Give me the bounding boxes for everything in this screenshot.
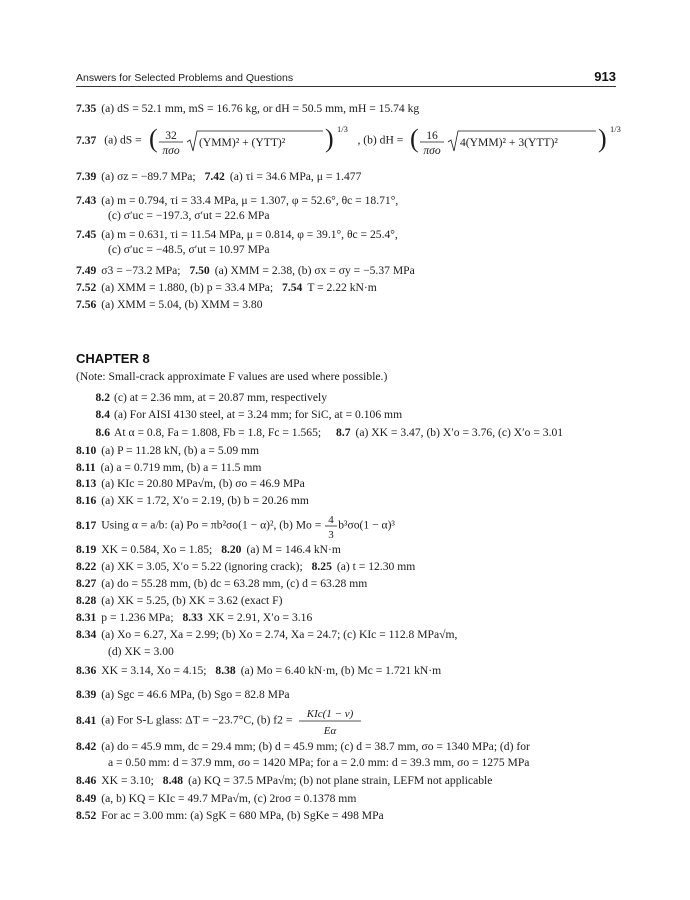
exponent: 1/3: [336, 124, 348, 134]
fraction-denominator: πσo: [423, 144, 441, 157]
answer-text: (a) m = 0.631, τi = 11.54 MPa, μ = 0.814, φ = 39.1°, θc = 25.4°,: [101, 228, 398, 241]
answer-text: (a) Sgc = 46.6 MPa, (b) Sgo = 82.8 MPa: [101, 688, 290, 701]
answer-8-49: [76, 792, 356, 806]
answer-8-36: [76, 664, 441, 678]
problem-number: 8.52: [76, 809, 97, 822]
problem-number: 7.49: [76, 264, 97, 277]
answer-text: (a) τi = 34.6 MPa, μ = 1.477: [229, 170, 362, 183]
running-title: Answers for Selected Problems and Questions: [76, 72, 294, 84]
problem-number: 7.45: [76, 228, 97, 241]
answer-8-42-cont: a = 0.50 mm: d = 37.9 mm, σo = 1420 MPa; for a = 2.0 mm: d = 39.3 mm, σo = 1275 MPa: [108, 756, 530, 769]
left-paren: (: [148, 124, 158, 153]
answer-8-42: [76, 740, 530, 754]
answer-8-11: [76, 461, 261, 475]
answer-8-22: [76, 560, 415, 574]
answer-8-31: [76, 611, 312, 625]
answer-text: b³σo(1 − α)³: [338, 518, 395, 532]
page-number: 913: [594, 69, 616, 84]
fraction-numerator: 32: [164, 129, 177, 142]
answer-8-16: [76, 494, 309, 508]
left-paren: (: [410, 124, 419, 153]
answer-text: (a) Mo = 6.40 kN·m, (b) Mc = 1.721 kN·m: [240, 664, 442, 677]
problem-number: 7.35: [76, 102, 97, 115]
answer-text: (a) Xo = 6.27, Xa = 2.99; (b) Xo = 2.74, Xa = 24.7; (c) KIc = 112.8 MPa√m,: [101, 628, 458, 641]
problem-number: 8.16: [76, 494, 97, 507]
problem-number: 7.37: [76, 133, 97, 147]
answer-text: (a) dS = 52.1 mm, mS = 16.76 kg, or dH = 50.5 mm, mH = 15.74 kg: [101, 102, 420, 115]
answer-text: Using α = a/b: (a) Po = πb²σo(1 − α)², (b) Mo =: [101, 518, 322, 532]
radicand: 4(YMM)² + 3(YTT)²: [460, 136, 559, 149]
answer-8-41: [76, 705, 365, 737]
problem-number: 8.46: [76, 774, 97, 787]
answer-text: T = 2.22 kN·m: [307, 281, 377, 294]
answer-text: (a) XMM = 5.04, (b) XMM = 3.80: [101, 298, 263, 311]
answer-text: (a) m = 0.794, τi = 33.4 MPa, μ = 1.307, φ = 52.6°, θc = 18.71°,: [101, 194, 399, 207]
problem-number: 8.13: [76, 477, 97, 490]
answer-7-45-cont: (c) σ′uc = −48.5, σ′ut = 10.97 MPa: [108, 243, 270, 256]
fraction-numerator: 4: [328, 514, 334, 526]
problem-number: 8.36: [76, 664, 97, 677]
answer-7-37: [76, 123, 626, 159]
chapter-heading: CHAPTER 8: [76, 351, 150, 366]
right-paren: ): [324, 124, 334, 153]
header-rule: [76, 86, 616, 87]
answer-7-35: [76, 102, 419, 116]
problem-number: 8.34: [76, 628, 97, 641]
problem-number: 8.31: [76, 611, 97, 624]
answer-8-13: [76, 477, 305, 491]
answer-text: (a) do = 55.28 mm, (b) dc = 63.28 mm, (c) d = 63.28 mm: [101, 577, 368, 590]
answer-text: XK = 0.584, Xo = 1.85;: [101, 543, 213, 556]
problem-number: 7.39: [76, 170, 97, 183]
answer-8-34: [76, 628, 457, 642]
problem-number: 7.56: [76, 298, 97, 311]
fraction-denominator: 3: [328, 529, 334, 541]
answer-text: (a) do = 45.9 mm, dc = 29.4 mm; (b) d = 45.9 mm; (c) d = 38.7 mm, σo = 1340 MPa; (d) for: [101, 740, 530, 753]
problem-number: 7.52: [76, 281, 97, 294]
problem-number: 8.25: [311, 560, 332, 573]
answer-text: σ3 = −73.2 MPa;: [101, 264, 181, 277]
problem-number: 8.11: [76, 461, 96, 474]
problem-number: 8.7: [336, 426, 351, 439]
answer-8-17: [76, 511, 395, 541]
problem-number: 8.28: [76, 594, 97, 607]
fraction-denominator: Eα: [324, 725, 337, 737]
answer-text: (a) XK = 5.25, (b) XK = 3.62 (exact F): [101, 594, 283, 607]
answer-8-46: [76, 774, 492, 788]
answer-text: (a) XK = 3.05, X′o = 5.22 (ignoring crack);: [101, 560, 303, 573]
answer-7-49: [76, 264, 415, 278]
answer-text: (a) For AISI 4130 steel, at = 3.24 mm; for SiC, at = 0.106 mm: [114, 408, 403, 421]
problem-number: 8.39: [76, 688, 97, 701]
problem-number: 8.42: [76, 740, 97, 753]
answer-b-label: , (b) dH =: [357, 133, 404, 147]
fraction-numerator: KIc(1 − ν): [307, 708, 354, 720]
answer-text: (a) XK = 3.47, (b) X′o = 3.76, (c) X′o = 3.01: [355, 426, 564, 439]
answer-8-39: [76, 688, 290, 702]
fraction-numerator: 16: [426, 129, 438, 142]
answer-7-56: [76, 298, 263, 312]
problem-number: 8.6: [95, 426, 110, 439]
problem-number: 8.20: [221, 543, 242, 556]
problem-number: 8.48: [162, 774, 184, 787]
problem-number: 8.33: [182, 611, 203, 624]
problem-number: 8.2: [95, 391, 110, 404]
right-paren: ): [598, 124, 607, 153]
problem-number: 7.43: [76, 194, 97, 207]
fraction-denominator: πσo: [161, 144, 180, 157]
answer-text: (a, b) KQ = KIc = 49.7 MPa√m, (c) 2roσ = 0.1378 mm: [101, 792, 357, 805]
problem-number: 8.27: [76, 577, 97, 590]
answer-7-43-cont: (c) σ′uc = −197.3, σ′ut = 22.6 MPa: [108, 209, 270, 222]
answer-text: (a) KIc = 20.80 MPa√m, (b) σo = 46.9 MPa: [101, 477, 305, 490]
problem-number: 7.54: [282, 281, 303, 294]
answer-text: At α = 0.8, Fa = 1.808, Fb = 1.8, Fc = 1.565;: [114, 426, 322, 439]
problem-number: 8.38: [215, 664, 236, 677]
answer-text: (a) XK = 1.72, X′o = 2.19, (b) b = 20.26 mm: [101, 494, 309, 507]
answer-text: p = 1.236 MPa;: [101, 611, 174, 624]
problem-number: 8.41: [76, 713, 97, 727]
answer-text: XK = 3.10;: [101, 774, 154, 787]
answer-text: (a) XMM = 2.38, (b) σx = σy = −5.37 MPa: [214, 264, 415, 277]
problem-number: 8.49: [76, 792, 97, 805]
chapter-note: (Note: Small-crack approximate F values are used where possible.): [76, 370, 388, 383]
answer-7-52: [76, 281, 377, 295]
answer-8-6: [86, 426, 563, 440]
answer-7-43: [76, 194, 398, 208]
answer-text: (a) M = 146.4 kN·m: [246, 543, 341, 556]
answer-text: (a) t = 12.30 mm: [336, 560, 416, 573]
problem-number: 8.17: [76, 518, 97, 532]
answer-8-28: [76, 594, 282, 608]
answer-text: (a) a = 0.719 mm, (b) a = 11.5 mm: [100, 461, 262, 474]
problem-number: 8.4: [95, 408, 110, 421]
answer-8-2: [86, 391, 327, 405]
exponent: 1/3: [610, 124, 622, 134]
formula-f2: [295, 705, 365, 737]
problem-number: 7.50: [189, 264, 210, 277]
answer-text: XK = 3.14, Xo = 4.15;: [101, 664, 207, 677]
formula-dh: [408, 123, 626, 159]
answer-text: (a) P = 11.28 kN, (b) a = 5.09 mm: [101, 444, 260, 457]
formula-ds: [147, 123, 355, 159]
answer-8-52: [76, 809, 384, 823]
answer-text: XK = 2.91, X′o = 3.16: [207, 611, 313, 624]
answer-a-label: (a) dS =: [104, 133, 142, 147]
radicand: (YMM)² + (YTT)²: [198, 136, 285, 149]
problem-number: 8.22: [76, 560, 97, 573]
answer-text: (c) at = 2.36 mm, at = 20.87 mm, respectively: [114, 391, 328, 404]
answer-8-34-cont: (d) XK = 3.00: [108, 645, 174, 658]
problem-number: 8.19: [76, 543, 97, 556]
answer-7-39: [76, 170, 361, 184]
answer-text: (a) KQ = 37.5 MPa√m; (b) not plane strain, LEFM not applicable: [188, 774, 493, 787]
answer-text: (a) XMM = 1.880, (b) p = 33.4 MPa;: [101, 281, 274, 294]
problem-number: 7.42: [204, 170, 225, 183]
running-head: [76, 64, 616, 84]
fraction-four-thirds: [324, 511, 338, 541]
problem-number: 8.10: [76, 444, 97, 457]
answer-7-45: [76, 228, 398, 242]
answer-8-19: [76, 543, 341, 557]
answer-8-4: [86, 408, 402, 422]
answer-text: (a) σz = −89.7 MPa;: [101, 170, 196, 183]
answer-text: (a) For S-L glass: ΔT = −23.7°C, (b) f2 =: [101, 713, 293, 727]
answer-text: For ac = 3.00 mm: (a) SgK = 680 MPa, (b) SgKe = 498 MPa: [101, 809, 384, 822]
answer-8-27: [76, 577, 367, 591]
answer-8-10: [76, 444, 259, 458]
